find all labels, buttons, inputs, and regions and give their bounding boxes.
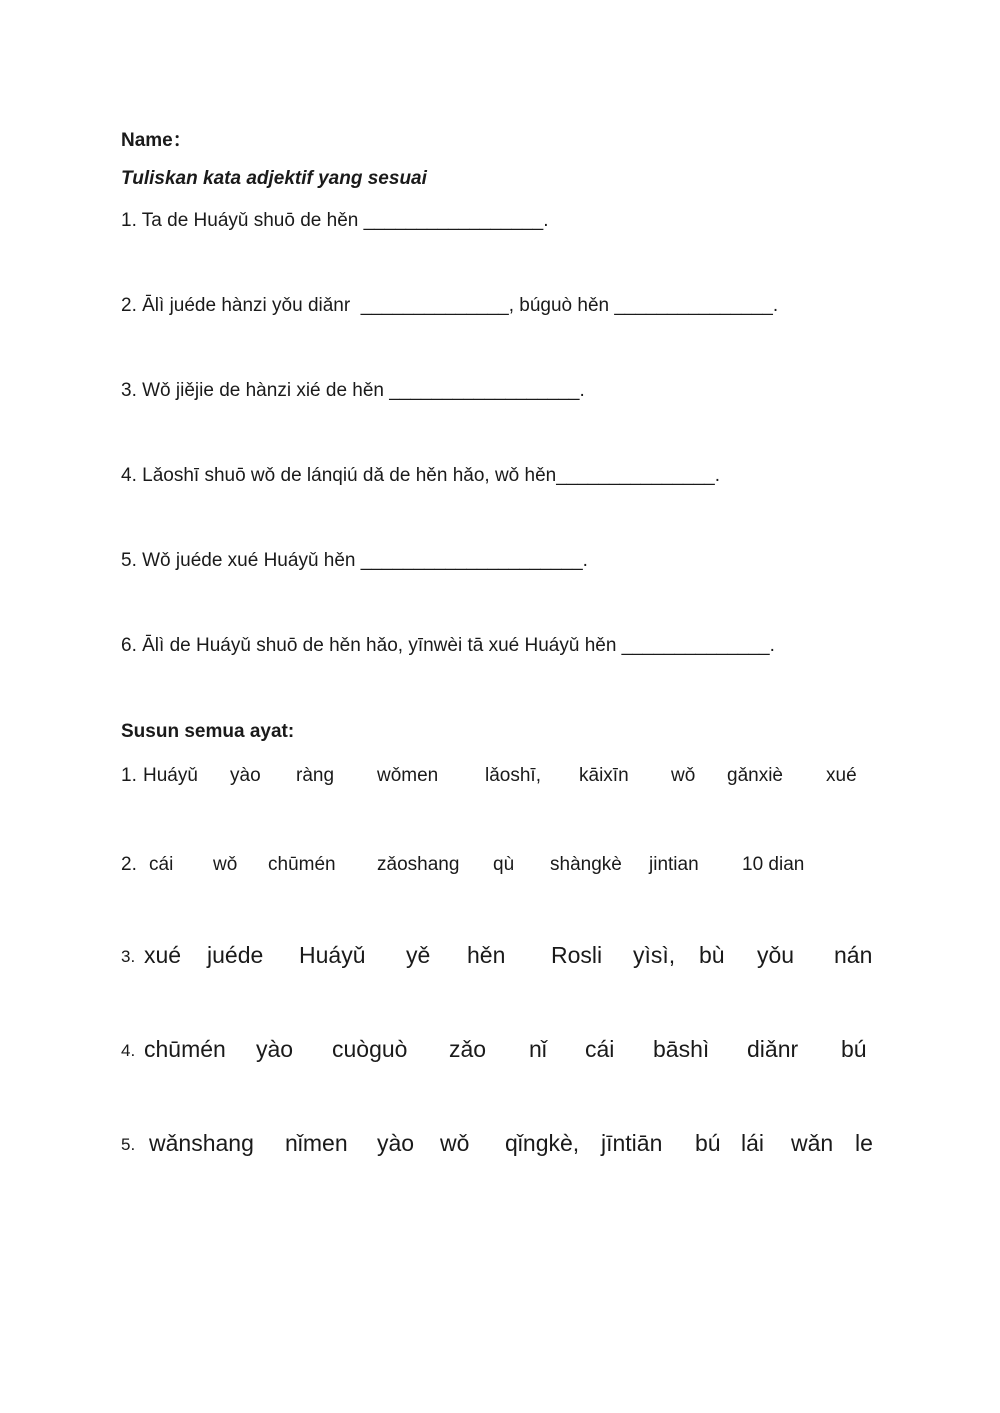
word-tile: diǎnr [747, 1036, 799, 1062]
arrange-row-5 [0, 1130, 1000, 1170]
word-tile: yìsì, [633, 942, 676, 968]
word-tile: bú [695, 1130, 721, 1156]
word-tile: chūmén [268, 854, 336, 875]
row-number: 4. [121, 1041, 136, 1060]
word-tile: Huáyǔ [299, 942, 366, 968]
word-tile: lái [741, 1130, 765, 1156]
word-tile: wǒmen [377, 765, 439, 786]
row-number: 3. [121, 947, 136, 966]
word-tile: wǒ [213, 854, 238, 875]
word-tile: cái [149, 854, 174, 875]
word-tile: jīntiān [601, 1130, 663, 1156]
word-tile: nán [834, 942, 873, 968]
word-tile: cuòguò [332, 1036, 408, 1062]
word-tile: wǎn [791, 1130, 834, 1156]
word-tile: yào [230, 765, 261, 786]
word-tile: bú [841, 1036, 867, 1062]
row-number: 1. [121, 765, 137, 786]
name-label: Name： [121, 130, 192, 151]
row-number: 5. [121, 1135, 136, 1154]
word-tile: shàngkè [550, 854, 622, 875]
word-tile: hěn [467, 942, 506, 968]
arrange-row-2 [0, 854, 1000, 894]
fill-in-instruction: Tuliskan kata adjektif yang sesuai [121, 168, 427, 189]
arrange-row-4 [0, 1036, 1000, 1076]
word-tile: xué [144, 942, 182, 968]
word-tile: yǒu [757, 942, 795, 968]
word-tile: zǎoshang [377, 854, 460, 875]
arrange-row-3 [0, 942, 1000, 982]
word-tile: wǒ [440, 1130, 470, 1156]
word-tile: nǐmen [285, 1130, 348, 1156]
word-tile: gǎnxiè [727, 765, 783, 786]
word-tile: qù [493, 854, 515, 875]
word-tile: nǐ [529, 1036, 547, 1062]
word-tile: le [855, 1130, 873, 1156]
word-tile: yào [256, 1036, 294, 1062]
word-tile: xué [826, 765, 857, 786]
fill-in-question-3: 3. Wǒ jiějie de hànzi xié de hěn __________________. [121, 380, 585, 401]
word-tile: bāshì [653, 1036, 710, 1062]
word-tile: yào [377, 1130, 415, 1156]
fill-in-question-6: 6. Ālì de Huáyǔ shuō de hěn hǎo, yīnwèi tā xué Huáyǔ hěn ______________. [121, 635, 775, 656]
word-tile: chūmén [144, 1036, 226, 1062]
word-tile: lǎoshī, [485, 765, 541, 786]
word-tile: qǐngkè, [505, 1130, 580, 1156]
word-tile: jintian [649, 854, 699, 875]
word-tile: bù [699, 942, 725, 968]
fill-in-question-1: 1. Ta de Huáyǔ shuō de hěn _________________. [121, 210, 549, 231]
word-tile: 10 dian [742, 854, 805, 875]
word-tile: cái [585, 1036, 615, 1062]
fill-in-question-4: 4. Lǎoshī shuō wǒ de lánqiú dǎ de hěn hǎo, wǒ hěn_______________. [121, 465, 721, 486]
arrange-row-1 [0, 765, 1000, 805]
fill-in-question-2: 2. Ālì juéde hànzi yǒu diǎnr ______________, búguò hěn _______________. [121, 295, 779, 316]
word-tile: ràng [296, 765, 335, 786]
word-tile: wǎnshang [149, 1130, 254, 1156]
word-tile: wǒ [671, 765, 696, 786]
arrange-instruction: Susun semua ayat: [121, 721, 295, 742]
word-tile: juéde [207, 942, 264, 968]
word-tile: Huáyǔ [143, 765, 198, 786]
fill-in-question-5: 5. Wǒ juéde xué Huáyǔ hěn _____________________. [121, 550, 588, 571]
word-tile: kāixīn [579, 765, 629, 786]
word-tile: Rosli [551, 942, 603, 968]
word-tile: yě [406, 942, 431, 968]
row-number: 2. [121, 854, 137, 875]
word-tile: zǎo [449, 1036, 487, 1062]
